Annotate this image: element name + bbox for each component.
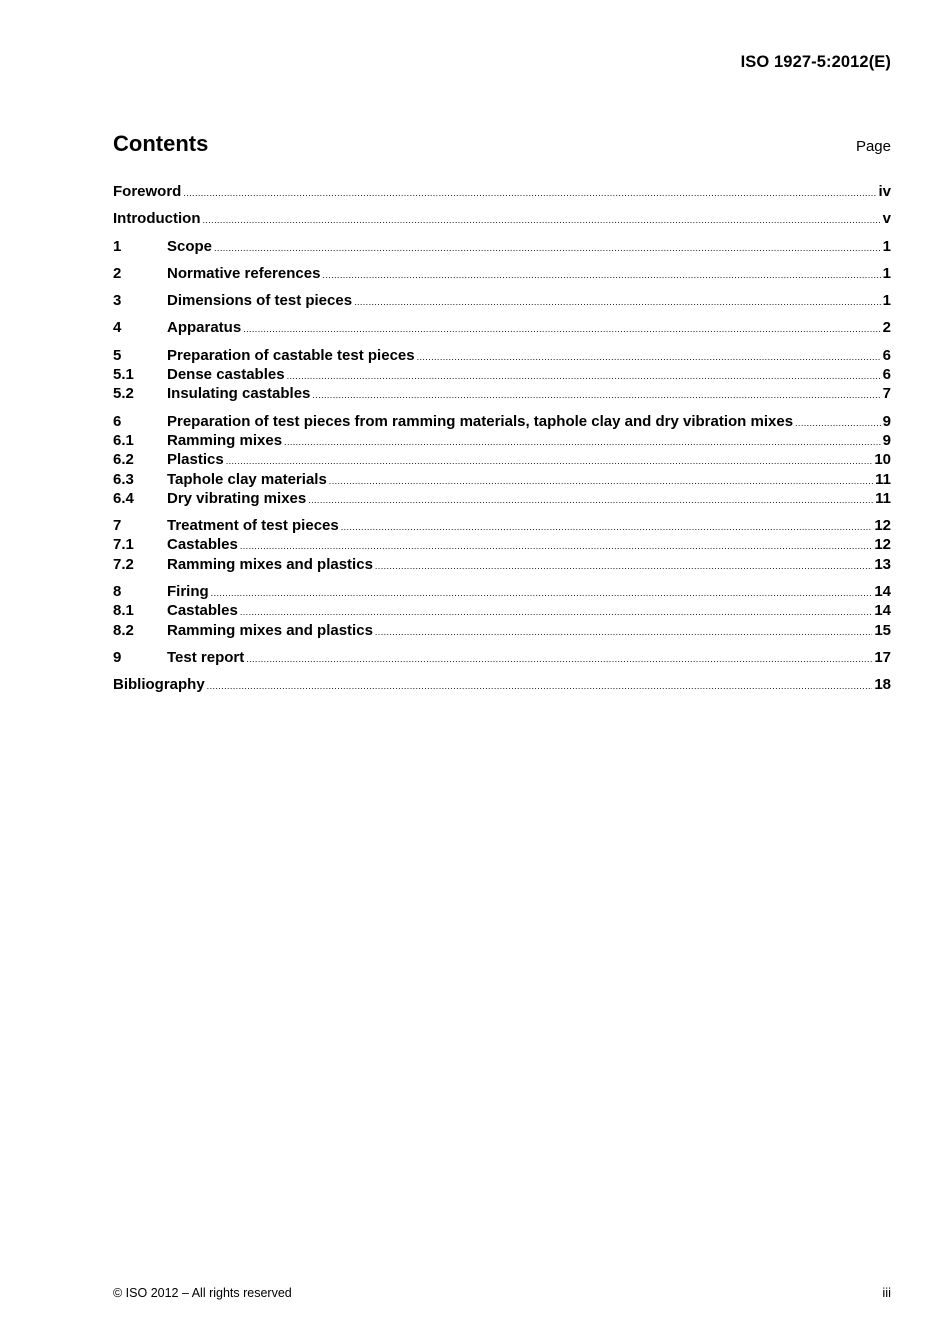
toc-entry-page[interactable]: 14 — [874, 583, 891, 601]
toc-entry[interactable] — [113, 318, 891, 337]
toc-entry-number: 8 — [113, 583, 122, 601]
toc-entry-number: 6 — [113, 412, 122, 430]
toc-entry[interactable] — [113, 291, 891, 310]
toc-dot-leader — [308, 491, 873, 510]
toc-entry-title[interactable]: Foreword — [113, 183, 182, 200]
toc-dot-leader — [375, 557, 872, 576]
toc-entry-title[interactable]: Ramming mixes and plastics — [167, 555, 373, 573]
toc-entry-page[interactable]: 10 — [874, 451, 891, 469]
toc-entry-title[interactable]: Firing — [167, 583, 209, 601]
toc-entry-title[interactable]: Dimensions of test pieces — [167, 292, 353, 310]
toc-entry-number: 1 — [113, 237, 122, 255]
toc-entry-page[interactable]: 15 — [874, 621, 891, 639]
toc-entry[interactable] — [113, 535, 891, 554]
toc-entry-title[interactable]: Test report — [167, 648, 245, 666]
table-of-contents — [113, 182, 891, 703]
toc-group — [113, 582, 891, 640]
toc-entry-page[interactable]: 1 — [882, 264, 891, 282]
toc-group — [113, 346, 891, 404]
toc-entry[interactable] — [113, 621, 891, 640]
toc-entry-number: 2 — [113, 264, 122, 282]
toc-entry[interactable] — [113, 489, 891, 508]
toc-entry-number: 5.2 — [113, 385, 134, 403]
toc-group — [113, 648, 891, 667]
toc-entry-page[interactable]: 18 — [874, 676, 891, 694]
toc-entry-page[interactable]: iv — [878, 183, 891, 200]
toc-entry-title[interactable]: Insulating castables — [167, 385, 311, 403]
toc-entry-title[interactable]: Plastics — [167, 451, 224, 469]
toc-group — [113, 291, 891, 310]
toc-entry-page[interactable]: 1 — [882, 292, 891, 310]
toc-entry-page[interactable]: 7 — [882, 385, 891, 403]
page-number: iii — [882, 1285, 891, 1300]
toc-dot-leader — [183, 184, 876, 203]
toc-entry[interactable] — [113, 555, 891, 574]
toc-entry-title[interactable]: Bibliography — [113, 676, 205, 694]
toc-dot-leader — [329, 472, 873, 491]
toc-dot-leader — [211, 584, 873, 603]
toc-entry[interactable] — [113, 365, 891, 384]
toc-entry-page[interactable]: 12 — [874, 536, 891, 554]
toc-dot-leader — [202, 211, 880, 230]
toc-entry[interactable] — [113, 182, 891, 201]
toc-dot-leader — [341, 518, 873, 537]
toc-entry-page[interactable]: 9 — [882, 431, 891, 449]
toc-entry-title[interactable]: Ramming mixes — [167, 431, 283, 449]
toc-entry[interactable] — [113, 516, 891, 535]
toc-entry-title[interactable]: Apparatus — [167, 319, 242, 337]
toc-entry[interactable] — [113, 431, 891, 450]
toc-dot-leader — [207, 677, 873, 696]
toc-entry[interactable] — [113, 412, 891, 431]
toc-dot-leader — [322, 266, 880, 285]
toc-entry-page[interactable]: 11 — [875, 489, 891, 507]
toc-entry-page[interactable]: 11 — [875, 470, 891, 488]
toc-entry-number: 4 — [113, 319, 122, 337]
toc-entry-page[interactable]: 2 — [882, 319, 891, 337]
copyright-notice: © ISO 2012 – All rights reserved — [113, 1286, 292, 1300]
contents-heading: Contents — [113, 131, 209, 156]
toc-dot-leader — [312, 386, 880, 405]
toc-entry-number: 6.2 — [113, 451, 134, 469]
toc-entry-title[interactable]: Preparation of castable test pieces — [167, 346, 415, 364]
toc-entry-title[interactable]: Treatment of test pieces — [167, 517, 339, 535]
toc-entry-number: 5.1 — [113, 366, 134, 384]
toc-dot-leader — [284, 433, 881, 452]
toc-entry[interactable] — [113, 237, 891, 256]
toc-entry[interactable] — [113, 648, 891, 667]
toc-entry-page[interactable]: 13 — [874, 555, 891, 573]
toc-entry-number: 5 — [113, 346, 122, 364]
toc-group — [113, 209, 891, 228]
toc-entry-number: 6.3 — [113, 470, 134, 488]
toc-entry-number: 6.4 — [113, 489, 134, 507]
toc-group — [113, 264, 891, 283]
toc-entry-number: 7.2 — [113, 555, 134, 573]
toc-group — [113, 182, 891, 201]
toc-dot-leader — [287, 367, 881, 386]
page-column-label: Page — [855, 138, 891, 155]
toc-entry[interactable] — [113, 450, 891, 469]
toc-entry-page[interactable]: v — [882, 210, 891, 228]
toc-entry-title[interactable]: Taphole clay materials — [167, 470, 327, 488]
toc-dot-leader — [246, 650, 872, 669]
toc-entry[interactable] — [113, 582, 891, 601]
toc-entry-number: 7.1 — [113, 536, 134, 554]
toc-entry-title[interactable]: Dry vibrating mixes — [167, 489, 307, 507]
toc-entry-page[interactable]: 9 — [882, 412, 891, 430]
toc-dot-leader — [354, 293, 881, 312]
toc-group — [113, 412, 891, 508]
toc-entry-number: 8.1 — [113, 602, 134, 620]
toc-entry-page[interactable]: 6 — [882, 366, 891, 384]
toc-entry[interactable] — [113, 601, 891, 620]
toc-entry-title[interactable]: Introduction — [113, 210, 201, 228]
toc-entry-title[interactable]: Scope — [167, 237, 213, 255]
toc-entry-page[interactable]: 14 — [874, 602, 891, 620]
toc-dot-leader — [795, 414, 881, 433]
toc-entry-number: 9 — [113, 648, 122, 666]
toc-entry-number: 8.2 — [113, 621, 134, 639]
toc-entry-page[interactable]: 17 — [874, 648, 891, 666]
toc-dot-leader — [243, 320, 880, 339]
toc-entry-page[interactable]: 1 — [882, 237, 891, 255]
toc-entry-title[interactable]: Ramming mixes and plastics — [167, 621, 373, 639]
toc-entry[interactable] — [113, 384, 891, 403]
toc-entry-title[interactable]: Castables — [167, 536, 238, 554]
document-identifier: ISO 1927-5:2012(E) — [740, 53, 891, 71]
toc-group — [113, 516, 891, 574]
toc-entry-number: 3 — [113, 292, 122, 310]
toc-entry[interactable] — [113, 209, 891, 228]
toc-entry[interactable] — [113, 264, 891, 283]
toc-dot-leader — [417, 348, 881, 367]
toc-dot-leader — [375, 623, 872, 642]
toc-entry-title[interactable]: Normative references — [167, 264, 321, 282]
toc-entry-title[interactable]: Dense castables — [167, 366, 285, 384]
toc-dot-leader — [214, 239, 881, 258]
toc-entry-title[interactable]: Preparation of test pieces from ramming materials, taphole clay and dry vibration mixes — [167, 412, 794, 430]
toc-entry[interactable] — [113, 675, 891, 694]
toc-entry-number: 6.1 — [113, 431, 134, 449]
toc-group — [113, 318, 891, 337]
toc-entry-page[interactable]: 6 — [882, 346, 891, 364]
toc-entry-number: 7 — [113, 517, 122, 535]
toc-entry-page[interactable]: 12 — [874, 517, 891, 535]
toc-group — [113, 237, 891, 256]
toc-group — [113, 675, 891, 694]
toc-entry-title[interactable]: Castables — [167, 602, 238, 620]
toc-entry[interactable] — [113, 470, 891, 489]
toc-entry[interactable] — [113, 346, 891, 365]
